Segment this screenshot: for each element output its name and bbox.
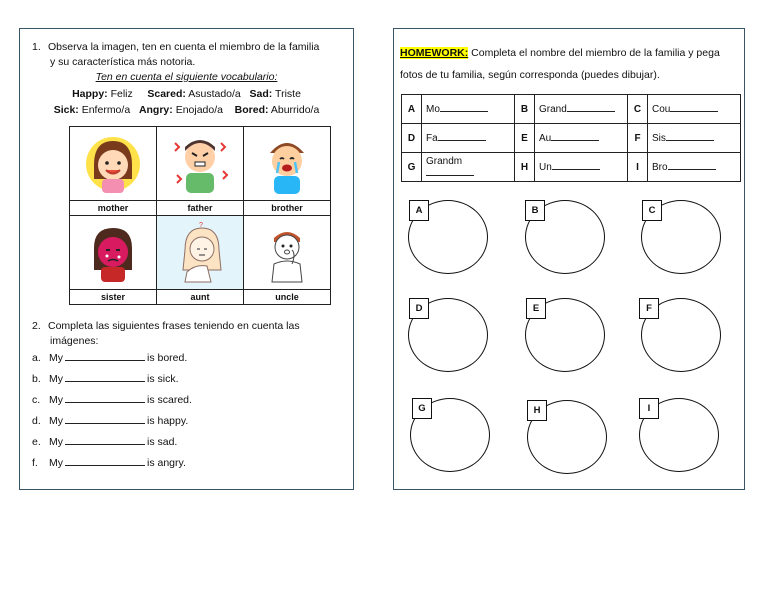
sentence-end: is scared.: [147, 394, 192, 406]
picture-cell: [70, 216, 157, 290]
sentence-a: [32, 351, 187, 364]
vocab-es: Triste: [275, 88, 301, 100]
sentence-start: My: [49, 394, 63, 406]
vocab-en: Scared:: [147, 88, 186, 100]
answer-blank[interactable]: [65, 351, 145, 361]
family-prefix: Cou: [652, 104, 671, 115]
family-name-cell[interactable]: [422, 124, 515, 153]
q1-line1: Observa la imagen, ten en cuenta el miembro de la familia: [48, 41, 320, 53]
question-2: [32, 319, 352, 349]
angry-man-icon: [164, 130, 236, 198]
answer-blank[interactable]: [65, 372, 145, 382]
vocab-en: Angry:: [138, 104, 173, 116]
sentence-end: is angry.: [147, 457, 186, 469]
sentence-letter: f.: [32, 457, 38, 469]
family-key: H: [515, 153, 535, 182]
family-key: G: [402, 153, 422, 182]
family-name-cell[interactable]: [422, 95, 515, 124]
circle-label: G: [412, 398, 432, 419]
homework-tag: HOMEWORK:: [400, 47, 469, 59]
answer-blank[interactable]: [65, 435, 145, 445]
sentence-start: My: [49, 352, 63, 364]
family-key: E: [515, 124, 535, 153]
name-blank[interactable]: [552, 161, 600, 170]
picture-label: mother: [70, 201, 157, 216]
circle-label: A: [409, 200, 429, 221]
picture-label: aunt: [157, 290, 244, 305]
family-prefix: Grand: [539, 104, 567, 115]
family-name-cell[interactable]: [535, 95, 628, 124]
vocab-es: Feliz: [110, 88, 133, 100]
name-blank[interactable]: [426, 167, 474, 176]
family-name-cell[interactable]: [535, 153, 628, 182]
sentence-letter: d.: [32, 415, 41, 427]
name-blank[interactable]: [567, 103, 615, 112]
family-picture-table: [69, 126, 331, 305]
sentence-b: [32, 372, 179, 385]
sentence-e: [32, 435, 177, 448]
sentence-letter: e.: [32, 436, 41, 448]
family-key: C: [628, 95, 648, 124]
left-worksheet-panel: [19, 28, 354, 490]
circle-label: E: [526, 298, 546, 319]
name-blank[interactable]: [440, 103, 488, 112]
svg-text:?: ?: [199, 221, 203, 229]
picture-label: brother: [244, 201, 331, 216]
name-blank[interactable]: [668, 161, 716, 170]
family-prefix: Bro: [652, 162, 668, 173]
family-prefix: Grandm: [426, 155, 463, 167]
q2-line1: Completa las siguientes frases teniendo en cuenta las: [48, 320, 300, 332]
sentence-end: is sad.: [147, 436, 178, 448]
picture-cell: [244, 216, 331, 290]
family-key: B: [515, 95, 535, 124]
vocab-en: Happy:: [72, 88, 108, 100]
family-prefix: Fa: [426, 133, 438, 144]
q2-number: 2.: [32, 320, 41, 332]
vocab-title: Ten en cuenta el siguiente vocabulario:: [95, 71, 278, 83]
family-prefix: Mo: [426, 104, 440, 115]
sentence-start: My: [49, 457, 63, 469]
vocab-es: Enojado/a: [175, 104, 223, 116]
homework-text: Completa el nombre del miembro de la familia y pega fotos de tu familia, según corresponda (puedes dibujar).: [400, 47, 720, 81]
vocab-es: Aburrido/a: [270, 104, 320, 116]
family-name-cell[interactable]: [535, 124, 628, 153]
circle-label: D: [409, 298, 429, 319]
family-name-cell[interactable]: [422, 153, 515, 182]
sentence-start: My: [49, 415, 63, 427]
sentence-letter: a.: [32, 352, 41, 364]
circle-label: C: [642, 200, 662, 221]
family-key: I: [628, 153, 648, 182]
question-1: [32, 40, 352, 70]
circle-label: H: [527, 400, 547, 421]
homework-instructions: [400, 42, 745, 86]
q1-number: 1.: [32, 41, 41, 53]
sentence-f: [32, 456, 186, 469]
sentence-end: is happy.: [147, 415, 189, 427]
sentence-letter: c.: [32, 394, 41, 406]
q2-line2: imágenes:: [50, 335, 99, 347]
family-name-cell[interactable]: [648, 124, 741, 153]
picture-cell: [70, 127, 157, 201]
family-prefix: Sis: [652, 133, 666, 144]
right-homework-panel: [393, 28, 745, 490]
picture-label: sister: [70, 290, 157, 305]
answer-blank[interactable]: [65, 393, 145, 403]
family-key: D: [402, 124, 422, 153]
vocab-en: Sad:: [249, 88, 273, 100]
answer-blank[interactable]: [65, 414, 145, 424]
family-name-cell[interactable]: [648, 95, 741, 124]
sentence-start: My: [49, 373, 63, 385]
vocab-en: Bored:: [234, 104, 269, 116]
family-key: A: [402, 95, 422, 124]
sentence-start: My: [49, 436, 63, 448]
sentence-end: is sick.: [147, 373, 179, 385]
vocab-es: Enfermo/a: [81, 104, 131, 116]
scared-man-icon: [251, 219, 323, 287]
picture-cell: [244, 127, 331, 201]
circle-label: F: [639, 298, 659, 319]
family-name-cell[interactable]: [648, 153, 741, 182]
family-prefix: Au: [539, 133, 552, 144]
q1-line2: y su característica más notoria.: [50, 56, 196, 68]
sentence-end: is bored.: [147, 352, 188, 364]
circle-label: I: [639, 398, 659, 419]
vocab-row-2: [20, 104, 353, 116]
bored-woman-icon: [164, 219, 236, 287]
picture-cell: [157, 216, 244, 290]
happy-girl-icon: [77, 130, 149, 198]
name-blank[interactable]: [666, 132, 714, 141]
family-prefix: Un: [539, 162, 552, 173]
sentence-d: [32, 414, 188, 427]
picture-cell: [157, 127, 244, 201]
sentence-letter: b.: [32, 373, 41, 385]
name-blank[interactable]: [551, 132, 599, 141]
picture-label: uncle: [244, 290, 331, 305]
name-blank[interactable]: [670, 103, 718, 112]
vocab-es: Asustado/a: [188, 88, 241, 100]
vocab-row-1: [20, 88, 353, 100]
family-key: F: [628, 124, 648, 153]
sentence-c: [32, 393, 192, 406]
circle-label: B: [525, 200, 545, 221]
sick-girl-icon: [77, 219, 149, 287]
picture-label: father: [157, 201, 244, 216]
vocab-en: Sick:: [53, 104, 79, 116]
crying-boy-icon: [251, 130, 323, 198]
answer-blank[interactable]: [65, 456, 145, 466]
family-names-table: [401, 94, 741, 182]
name-blank[interactable]: [438, 132, 486, 141]
